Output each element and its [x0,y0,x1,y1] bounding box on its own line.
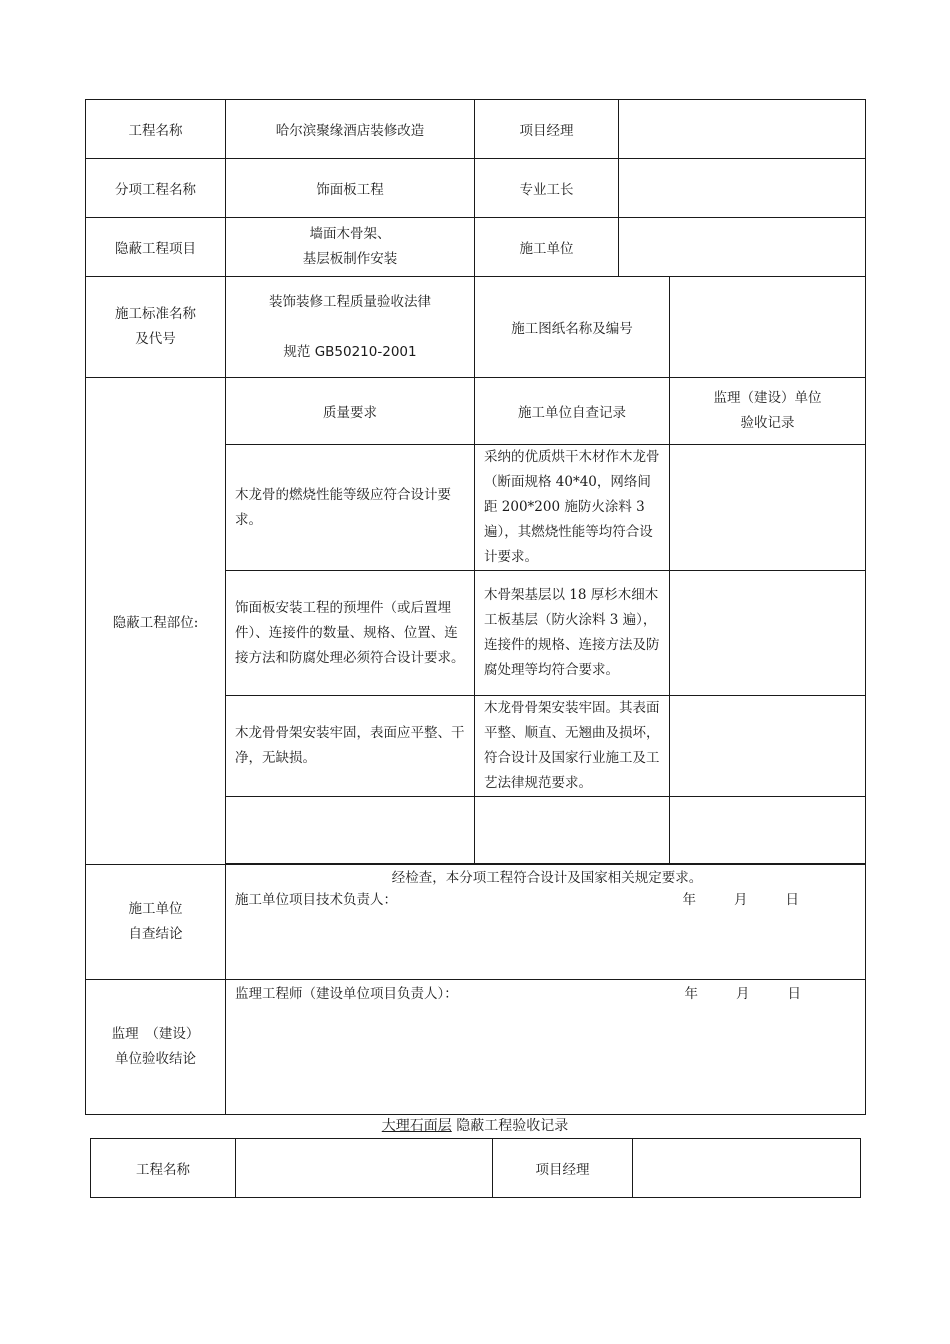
supervision-conclusion-cell [226,980,866,1115]
supervision-cell [670,571,866,696]
project-manager-label-2: 项目经理 [493,1139,633,1198]
supervision-conclusion-label-line2: 单位验收结论 [115,1051,196,1067]
foreman-label: 专业工长 [475,159,619,218]
self-conclusion-signer: 施工单位项目技术负责人： [235,892,397,908]
supervision-cell [670,445,866,571]
supervision-header-line2: 验收记录 [740,415,795,431]
standard-value-line2: 规范 GB50210-2001 [283,344,417,360]
requirement-cell [226,797,475,864]
self-conclusion-statement: 经检查，本分项工程符合设计及国家相关规定要求。 [391,870,703,886]
drawing-label: 施工图纸名称及编号 [475,277,670,378]
project-name-value-2 [236,1139,493,1198]
section-title-underlined: 大理石面层 [381,1118,452,1134]
project-manager-value [619,100,866,159]
supervision-header [670,378,866,445]
quality-requirement-header: 质量要求 [226,378,475,445]
concealed-item-line2: 基层板制作安装 [302,251,398,267]
project-name-label: 工程名称 [86,100,226,159]
contractor-label: 施工单位 [475,218,619,277]
marble-acceptance-table [90,1138,861,1198]
sub-project-name-label: 分项工程名称 [86,159,226,218]
acceptance-record-table [85,99,866,1115]
month-label: 月 [736,986,750,1002]
self-conclusion-label-line2: 自查结论 [128,926,183,942]
year-label: 年 [682,892,696,908]
self-conclusion-cell [226,865,866,980]
supervision-conclusion-label-line1: 监理 （建设） [111,1026,200,1042]
requirement-cell: 木龙骨的燃烧性能等级应符合设计要求。 [226,445,475,571]
day-label: 日 [787,986,801,1002]
record-cell [475,797,670,864]
record-cell: 木龙骨骨架安装牢固。其表面平整、顺直、无翘曲及损坏，符合设计及国家行业施工及工艺法律规范要求。 [475,696,670,797]
section-title [0,1116,950,1136]
self-conclusion-label [86,865,226,980]
record-cell: 木骨架基层以 18 厚杉木细木工板基层（防火涂料 3 遍），连接件的规格、连接方法及防腐处理等均符合要求。 [475,571,670,696]
section-title-rest: 隐蔽工程验收记录 [451,1118,569,1134]
project-name-label-2: 工程名称 [91,1139,236,1198]
supervision-cell [670,797,866,864]
standard-label-line1: 施工标准名称 [115,306,196,322]
record-cell: 采纳的优质烘干木材作木龙骨（断面规格 40*40，网络间距 200*200 施防火涂料 3 遍），其燃烧性能等均符合设计要求。 [475,445,670,571]
month-label: 月 [734,892,748,908]
foreman-value [619,159,866,218]
concealed-item-value [226,218,475,277]
project-name-value: 哈尔滨聚缘酒店装修改造 [226,100,475,159]
self-conclusion-label-line1: 施工单位 [128,901,183,917]
concealed-location-label: 隐蔽工程部位: [86,378,226,865]
requirement-cell: 饰面板安装工程的预埋件（或后置埋件）、连接件的数量、规格、位置、连接方法和防腐处理必须符合设计要求。 [226,571,475,696]
project-manager-value-2 [633,1139,861,1198]
contractor-value [619,218,866,277]
supervision-header-line1: 监理（建设）单位 [713,390,822,406]
supervision-signer: 监理工程师（建设单位项目负责人）： [235,986,458,1002]
self-check-header: 施工单位自查记录 [475,378,670,445]
standard-label [86,277,226,378]
standard-value-line1: 装饰装修工程质量验收法律 [269,294,431,310]
day-label: 日 [785,892,799,908]
requirement-cell: 木龙骨骨架安装牢固，表面应平整、干净，无缺损。 [226,696,475,797]
supervision-conclusion-label [86,980,226,1115]
supervision-cell [670,696,866,797]
concealed-item-line1: 墙面木骨架、 [309,226,391,242]
drawing-value [670,277,866,378]
standard-label-line2: 及代号 [135,331,176,347]
standard-value [226,277,475,378]
sub-project-name-value: 饰面板工程 [226,159,475,218]
concealed-item-label: 隐蔽工程项目 [86,218,226,277]
year-label: 年 [684,986,698,1002]
project-manager-label: 项目经理 [475,100,619,159]
